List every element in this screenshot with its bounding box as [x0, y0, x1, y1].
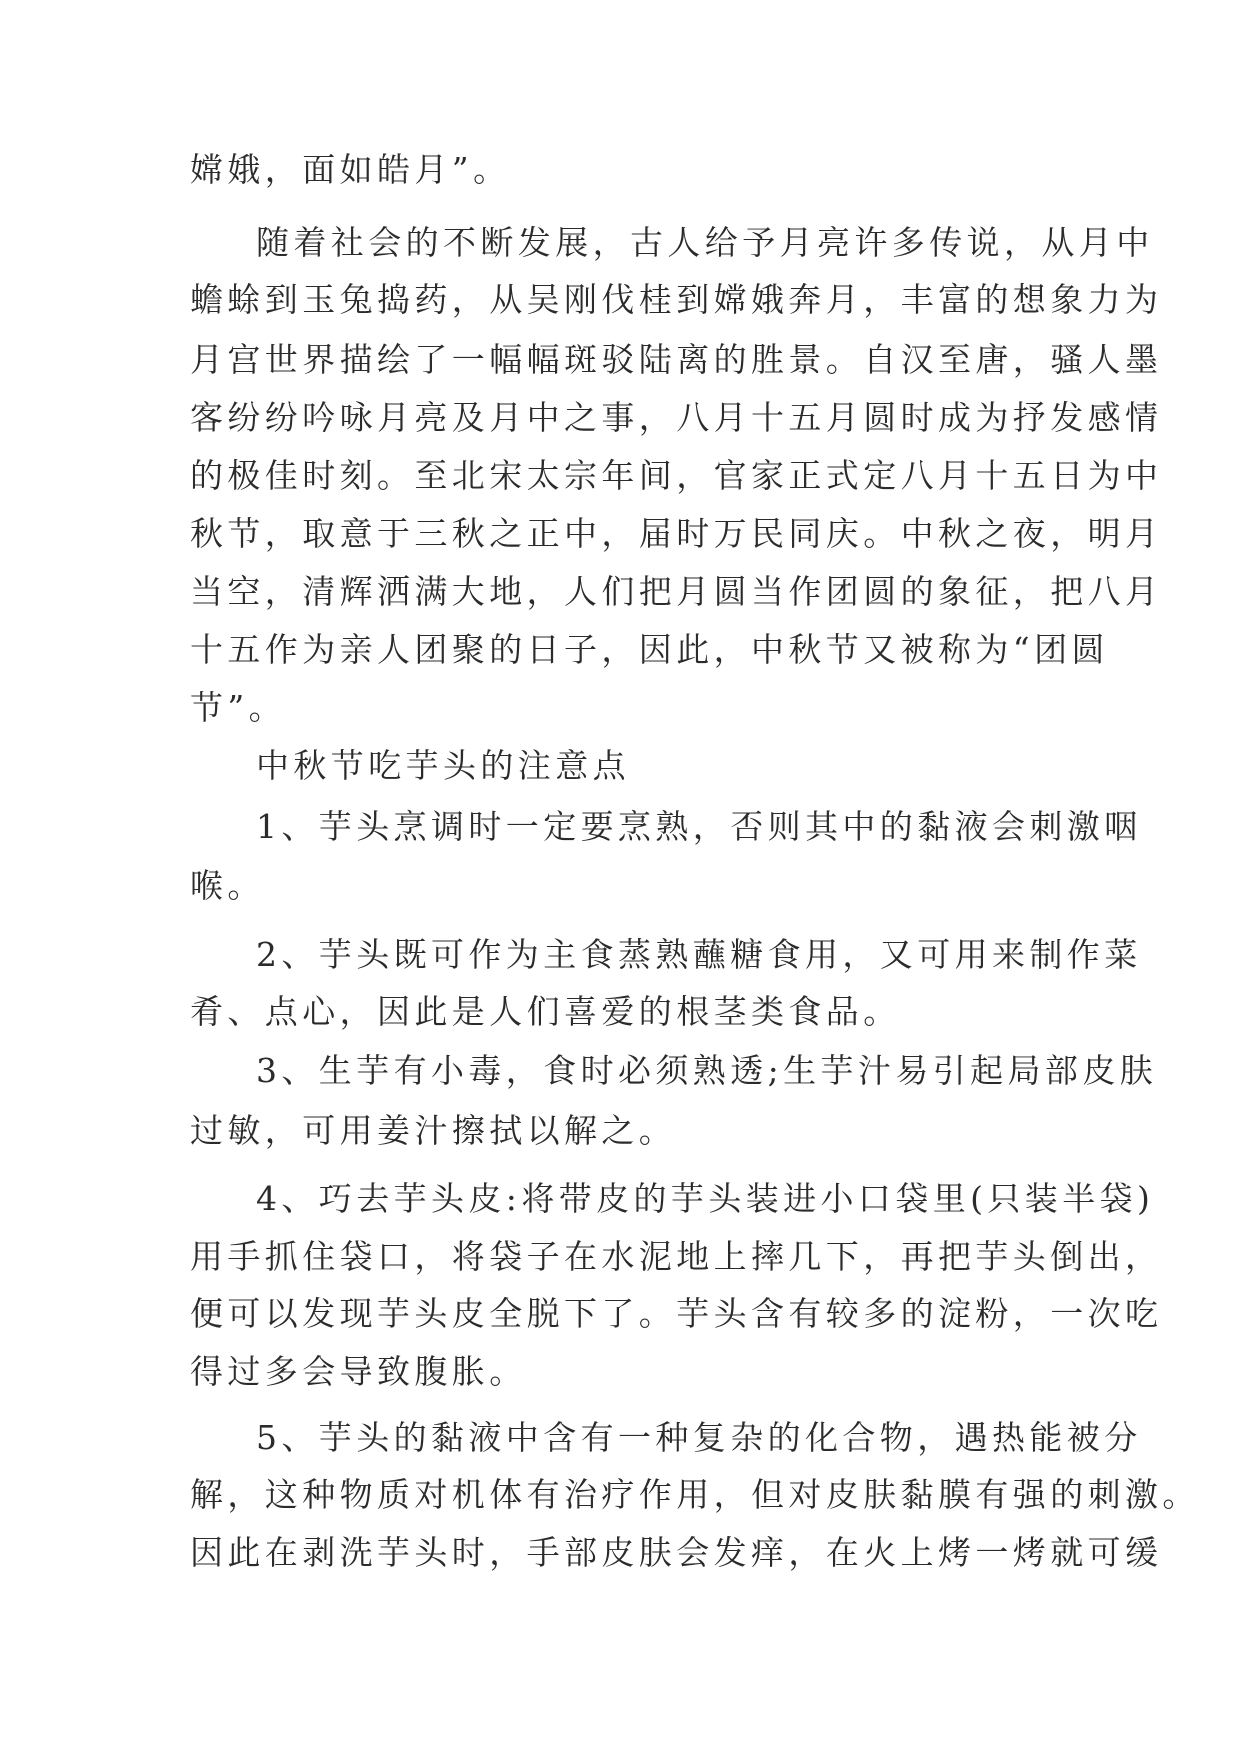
text-line: 过敏，可用姜汁擦拭以解之。 — [190, 1111, 677, 1150]
text-line: 秋节，取意于三秋之正中，届时万民同庆。中秋之夜，明月 — [190, 514, 1163, 553]
text-line: 节”。 — [190, 688, 287, 727]
text-line: 5、芋头的黏液中含有一种复杂的化合物，遇热能被分 — [256, 1418, 1142, 1457]
text-line: 1、芋头烹调时一定要烹熟，否则其中的黏液会刺激咽 — [256, 807, 1142, 846]
text-line: 用手抓住袋口，将袋子在水泥地上摔几下，再把芋头倒出， — [190, 1237, 1163, 1276]
text-line: 随着社会的不断发展，古人给予月亮许多传说，从月中 — [256, 223, 1154, 262]
text-line: 月宫世界描绘了一幅幅斑驳陆离的胜景。自汉至唐，骚人墨 — [190, 340, 1163, 379]
section-heading: 中秋节吃芋头的注意点 — [256, 746, 630, 785]
text-line: 4、巧去芋头皮:将带皮的芋头装进小口袋里(只装半袋) — [256, 1179, 1155, 1218]
text-line: 得过多会导致腹胀。 — [190, 1352, 527, 1391]
text-line: 因此在剥洗芋头时，手部皮肤会发痒，在火上烤一烤就可缓 — [190, 1533, 1163, 1572]
text-line: 客纷纷吟咏月亮及月中之事，八月十五月圆时成为抒发感情 — [190, 398, 1163, 437]
text-line: 喉。 — [190, 866, 265, 905]
text-line: 解，这种物质对机体有治疗作用，但对皮肤黏膜有强的刺激。 — [190, 1475, 1200, 1514]
text-line: 肴、点心，因此是人们喜爱的根茎类食品。 — [190, 992, 901, 1031]
text-line: 2、芋头既可作为主食蒸熟蘸糖食用，又可用来制作菜 — [256, 935, 1142, 974]
text-line: 蟾蜍到玉兔捣药，从吴刚伐桂到嫦娥奔月，丰富的想象力为 — [190, 280, 1163, 319]
text-line: 嫦娥，面如皓月”。 — [190, 150, 511, 189]
text-line: 的极佳时刻。至北宋太宗年间，官家正式定八月十五日为中 — [190, 456, 1163, 495]
text-line: 十五作为亲人团聚的日子，因此，中秋节又被称为“团圆 — [190, 630, 1109, 669]
text-line: 3、生芋有小毒，食时必须熟透;生芋汁易引起局部皮肤 — [256, 1051, 1158, 1090]
text-line: 便可以发现芋头皮全脱下了。芋头含有较多的淀粉，一次吃 — [190, 1294, 1163, 1333]
text-line: 当空，清辉洒满大地，人们把月圆当作团圆的象征，把八月 — [190, 572, 1163, 611]
